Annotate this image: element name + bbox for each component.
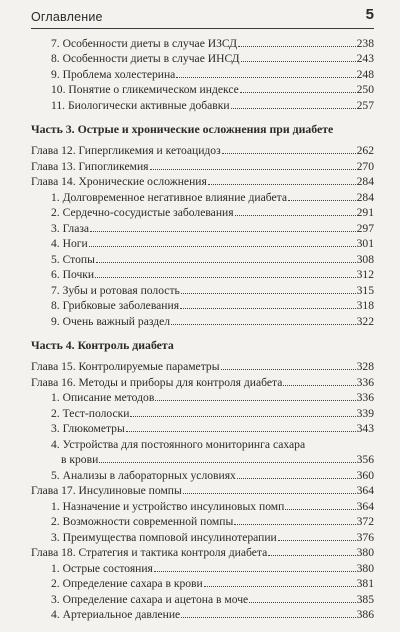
toc-entry [51,297,374,313]
dot-leader [183,493,356,494]
toc-entry-label: 6. Почки [51,268,95,281]
dot-leader [283,385,355,386]
running-header [31,6,374,29]
toc-entry-label: 4. Ноги [51,237,88,250]
dot-leader [268,555,355,556]
toc-entry [51,420,374,436]
toc-chapter [31,142,374,158]
dot-leader [238,46,356,47]
toc-entry [51,575,374,591]
toc-entry-page: 385 [356,592,374,606]
toc-chapter [31,173,374,189]
toc-entry-label: 1. Долговременное негативное влияние диабета [51,190,287,204]
toc-entry-label: 5. Анализы в лабораторных условиях [51,468,236,482]
toc-entry [51,606,374,622]
toc-entry [51,497,374,513]
toc-entry-label: 1. Описание методов [51,391,155,404]
toc-entry-page: 291 [356,206,374,219]
toc-entry-page: 328 [356,360,374,373]
toc-entry [51,528,374,544]
dot-leader [150,169,356,170]
toc-entry-label: 4. Артериальное давление [51,608,181,621]
toc-entry-page: 315 [356,283,374,297]
dot-leader [278,540,356,541]
toc-chapter [31,157,374,173]
toc-entry-label: Глава 15. Контролируемые параметры [31,360,220,373]
toc-entry-label: Глава 16. Методы и приборы для контроля диабета [31,375,283,389]
toc-entry-page: 297 [356,221,374,235]
toc-entry [51,34,374,50]
toc-entry-page: 322 [356,314,374,328]
toc-entry-page: 318 [356,299,374,312]
toc-entry-label: 9. Проблема холестерина [51,67,176,81]
toc-entry-label: 5. Стопы [51,252,95,266]
toc-entry [51,513,374,529]
toc-entry-label: Глава 18. Стратегия и тактика контроля диабета [31,546,268,559]
dot-leader [208,184,356,185]
toc-entry-page: 386 [356,608,374,621]
toc-entry-page: 380 [356,561,374,575]
toc-entry-label: 3. Глюкометры [51,422,125,435]
toc-entry-label: 8. Грибковые заболевания [51,299,180,312]
toc-entry-label: 1. Назначение и устройство инсулиновых помп [51,499,285,513]
dot-leader [285,509,355,510]
toc-entry-label: 7. Зубы и ротовая полость [51,283,180,297]
toc-entry [51,65,374,81]
toc-entry-page: 284 [356,175,374,188]
dot-leader [222,153,356,154]
toc-entry [51,281,374,297]
toc-entry-label: 2. Возможности современной помпы [51,515,234,528]
toc-entry [51,389,374,405]
toc-chapter [31,482,374,498]
toc-entry-label: 1. Острые состояния [51,561,153,575]
table-of-contents [31,34,374,621]
toc-entry-label: Глава 14. Хронические осложнения [31,175,207,188]
header-title: Оглавление [31,10,103,24]
toc-entry [51,204,374,220]
toc-entry-label: 8. Особенности диеты в случае ИНСД [51,52,240,65]
dot-leader [96,262,356,263]
toc-entry-label: 3. Определение сахара и ацетона в моче [51,592,249,606]
toc-entry-page: 248 [356,67,374,81]
toc-entry-page: 372 [356,515,374,528]
toc-entry-label: 10. Понятие о гликемическом индексе [51,83,239,96]
toc-chapter [31,373,374,389]
toc-entry [51,219,374,235]
toc-entry [51,50,374,66]
toc-chapter [31,544,374,560]
dot-leader [181,293,356,294]
dot-leader [126,431,356,432]
toc-entry-page: 380 [356,546,374,559]
toc-entry-page: 257 [356,98,374,112]
toc-entry-page: 312 [356,268,374,281]
toc-entry [51,188,374,204]
dot-leader [176,77,355,78]
dot-leader [249,602,355,603]
toc-entry-page: 376 [356,530,374,544]
toc-entry-label: Глава 12. Гипергликемия и кетоацидоз [31,144,221,157]
dot-leader [235,215,356,216]
dot-leader [171,324,356,325]
toc-entry [51,559,374,575]
toc-entry-page: 381 [356,577,374,590]
page-number: 5 [365,6,374,23]
toc-entry-label: 3. Глаза [51,221,90,235]
dot-leader [154,571,356,572]
dot-leader [90,231,356,232]
dot-leader [99,462,355,463]
dot-leader [130,416,355,417]
dot-leader [180,308,356,309]
dot-leader [234,524,355,525]
toc-entry [51,404,374,420]
dot-leader [231,108,356,109]
toc-entry-wrapped-line1 [51,435,374,451]
toc-entry-label: в крови [61,453,99,466]
dot-leader [237,478,356,479]
toc-entry [51,235,374,251]
toc-entry-page: 339 [356,406,374,420]
toc-entry-page: 262 [356,144,374,157]
toc-entry-page: 308 [356,252,374,266]
toc-chapter [31,358,374,374]
toc-entry-label: Глава 17. Инсулиновые помпы [31,484,182,497]
toc-entry-page: 364 [356,499,374,513]
toc-entry-label: 9. Очень важный раздел [51,314,171,328]
toc-entry-page: 356 [356,453,374,466]
dot-leader [204,586,356,587]
toc-entry [51,466,374,482]
toc-entry-page: 336 [356,375,374,389]
toc-entry [51,250,374,266]
toc-entry-label: 7. Особенности диеты в случае ИЗСД [51,36,237,50]
toc-entry [51,312,374,328]
toc-entry-page: 364 [356,484,374,497]
toc-entry-label: 2. Сердечно-сосудистые заболевания [51,206,234,219]
toc-entry-page: 243 [356,52,374,65]
toc-entry-page: 336 [356,391,374,404]
dot-leader [155,400,355,401]
toc-entry-page: 360 [356,468,374,482]
toc-entry-label: 11. Биологически активные добавки [51,98,230,112]
dot-leader [95,277,355,278]
dot-leader [240,92,356,93]
toc-entry [51,266,374,282]
toc-entry-page: 284 [356,190,374,204]
toc-entry-page: 238 [356,36,374,50]
toc-entry-label: 3. Преимущества помповой инсулинотерапии [51,530,277,544]
part-3-title: Часть 3. Острые и хронические осложнения при диабете [31,121,334,136]
toc-entry-label: 4. Устройства для постоянного мониторинга сахара [51,437,306,451]
toc-entry-label: 2. Определение сахара в крови [51,577,203,590]
dot-leader [288,200,356,201]
dot-leader [221,369,356,370]
toc-entry-wrapped-line2 [61,451,374,467]
toc-entry-page: 343 [356,422,374,435]
toc-entry-page: 270 [356,159,374,173]
dot-leader [241,61,356,62]
dot-leader [181,617,355,618]
toc-entry [51,96,374,112]
part-4-title: Часть 4. Контроль диабета [31,337,174,352]
toc-entry-label: 2. Тест-полоски [51,406,130,420]
toc-entry-page: 250 [356,83,374,96]
toc-entry [51,81,374,97]
toc-entry-label: Глава 13. Гипогликемия [31,159,149,173]
toc-entry [51,590,374,606]
dot-leader [89,246,356,247]
toc-entry-page: 301 [356,237,374,250]
